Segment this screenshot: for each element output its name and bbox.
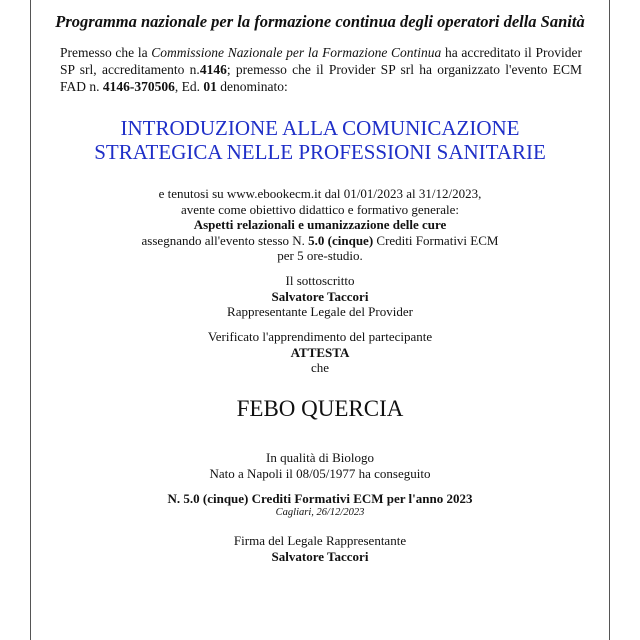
signature-label: Firma del Legale Rappresentante [233,533,407,548]
signatory-role: Rappresentante Legale del Provider [227,304,413,319]
participant-name: FEBO QUERCIA [236,396,404,421]
credits: 5.0 (cinque) [308,232,374,248]
signatory-label: Il sottoscritto [285,273,355,288]
intro-text: ; premesso che il Provider SP srl ha organizzato l'evento ECM FAD n. [60,62,582,94]
result-block [40,491,600,519]
signature-name: Salvatore Taccori [271,548,369,564]
signatory-name: Salvatore Taccori [271,288,369,304]
intro-text: denominato: [216,79,288,94]
signatory-block [40,273,600,320]
page-border-left [30,0,31,640]
attest-che: che [310,360,330,375]
participant-birth: Nato a Napoli il 08/05/1977 ha conseguito [209,465,431,481]
participant-profession: In qualità di Biologo [266,450,374,465]
details-line: assegnando all'evento stesso N. [141,232,309,248]
page-border-right [609,0,610,640]
details-line: e tenutosi su www.ebookecm.it dal 01/01/2023 al 31/12/2023, [158,186,482,201]
edition-number: 01 [203,79,217,94]
commission-name: Commissione Nazionale per la Formazione Continua [151,45,442,60]
program-header: Programma nazionale per la formazione continua degli operatori della Sanità [55,12,585,31]
event-number: 4146-370506 [102,79,175,94]
course-details [40,186,600,264]
details-line: avente come obiettivo didattico e formativo generale: [181,201,459,217]
course-title-line: STRATEGICA NELLE PROFESSIONI SANITARIE [94,140,546,164]
place-date: Cagliari, 26/12/2023 [275,507,365,518]
course-title-line: INTRODUZIONE ALLA COMUNICAZIONE [120,116,520,140]
details-line: Crediti Formativi ECM [373,232,499,248]
intro-text: ha accreditato il Provider SP srl, accreditamento n. [60,45,582,77]
attest-block [40,329,600,376]
intro-paragraph [60,44,582,95]
intro-text: , Ed. [174,79,204,94]
attest-line: Verificato l'apprendimento del partecipante [207,329,433,344]
signature-block [40,533,600,564]
attest-word: ATTESTA [290,344,350,360]
intro-text: Premesso che la [60,45,152,60]
course-title [40,116,600,164]
participant-info [40,450,600,481]
accreditation-number: 4146 [199,62,227,77]
credits-result: N. 5.0 (cinque) Crediti Formativi ECM per l'anno 2023 [167,491,473,506]
objective: Aspetti relazionali e umanizzazione delle cure [193,217,447,232]
details-line: per 5 ore-studio. [277,248,363,263]
